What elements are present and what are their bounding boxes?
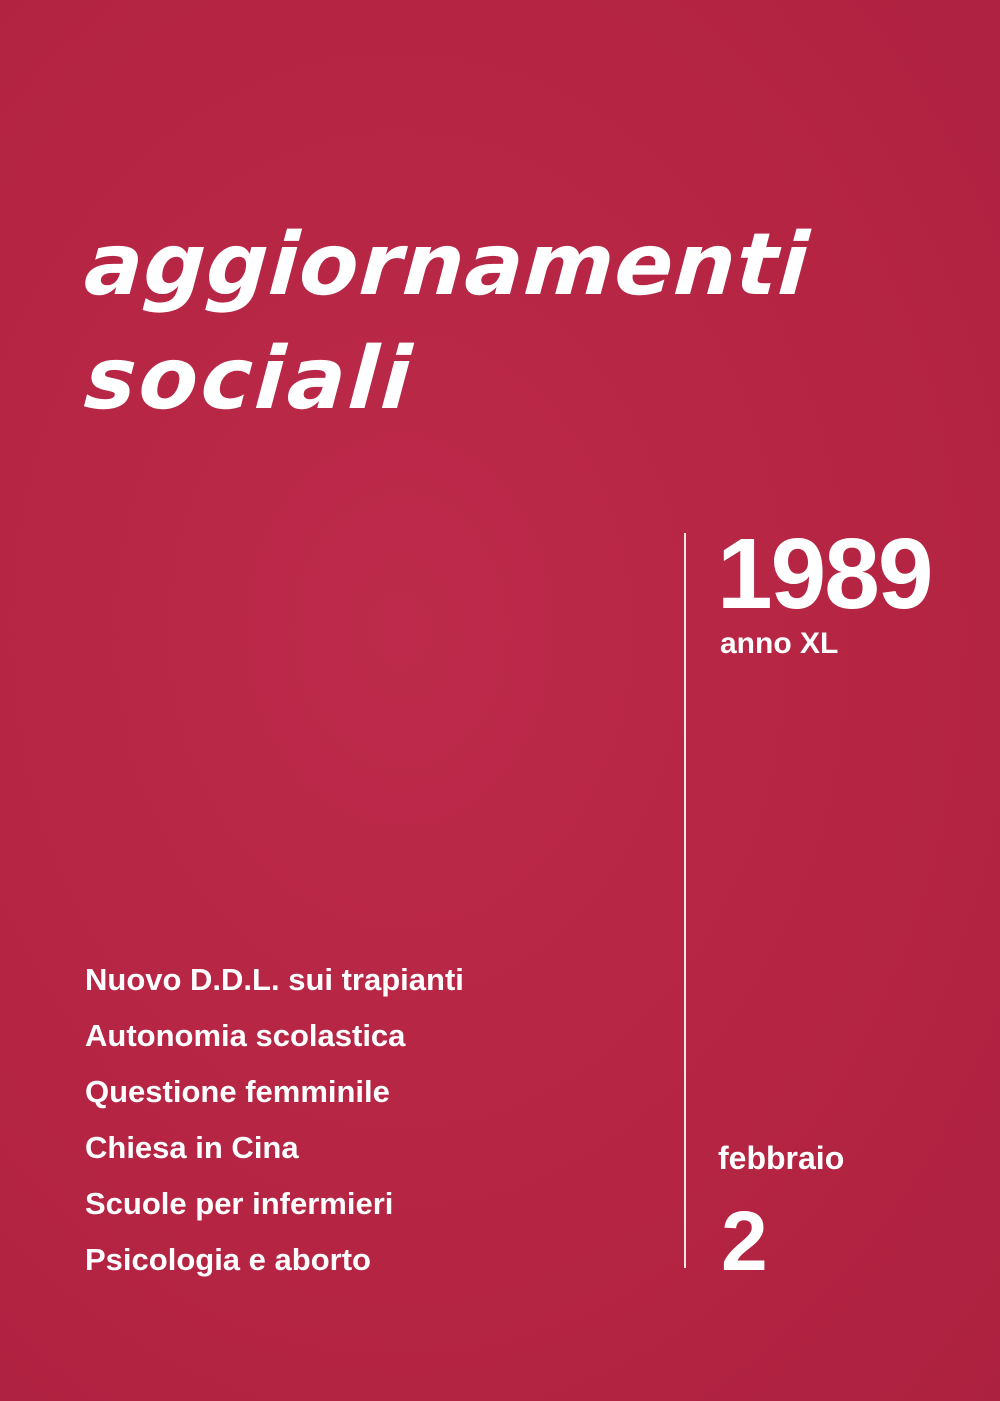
issue-month: febbraio bbox=[718, 1140, 845, 1176]
topic-item: Psicologia e aborto bbox=[85, 1242, 371, 1277]
topic-item: Questione femminile bbox=[85, 1074, 390, 1109]
topic-item: Chiesa in Cina bbox=[85, 1130, 299, 1165]
issue-volume: anno XL bbox=[720, 627, 839, 660]
topic-item: Autonomia scolastica bbox=[85, 1018, 406, 1053]
topic-item: Nuovo D.D.L. sui trapianti bbox=[85, 962, 464, 997]
topics-list bbox=[85, 952, 464, 1288]
vertical-divider bbox=[684, 533, 686, 1268]
issue-year: 1989 bbox=[717, 518, 932, 630]
magazine-title-line-2: sociali bbox=[81, 329, 418, 429]
magazine-title-line-1: aggiornamenti bbox=[81, 215, 813, 315]
topic-item: Scuole per infermieri bbox=[85, 1186, 394, 1221]
issue-number: 2 bbox=[721, 1194, 768, 1288]
